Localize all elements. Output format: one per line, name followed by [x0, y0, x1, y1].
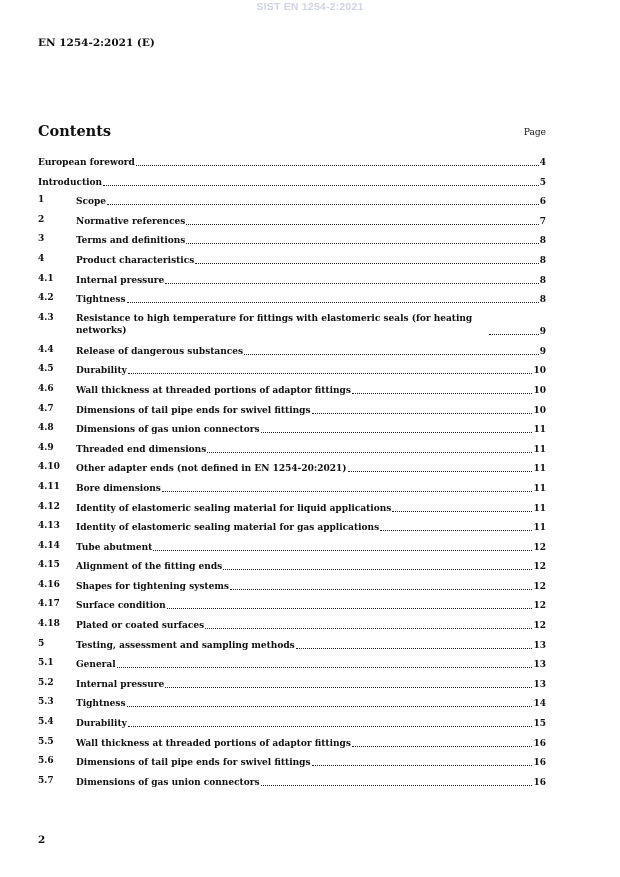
toc-entry[interactable] — [38, 404, 546, 424]
toc-entry-title: Tightness — [76, 699, 126, 710]
toc-entry-number: 5.1 — [38, 658, 54, 669]
toc-entry-number: 4.4 — [38, 344, 54, 355]
toc-entry[interactable] — [38, 580, 546, 600]
toc-entry-page: 8 — [539, 255, 546, 266]
toc-entry[interactable] — [38, 293, 546, 313]
toc-entry-title: Wall thickness at threaded portions of adaptor fittings — [76, 385, 351, 396]
toc-entry-page: 8 — [539, 275, 546, 286]
toc-entry-title: Identity of elastomeric sealing material for liquid applications — [76, 503, 392, 514]
toc-entry-page: 11 — [533, 503, 546, 514]
toc-entry[interactable] — [38, 737, 546, 757]
toc-entry-number: 4.17 — [38, 599, 60, 610]
toc-entry-title: Terms and definitions — [76, 236, 186, 247]
toc-entry-page: 15 — [533, 719, 546, 730]
toc-entry-number: 3 — [38, 234, 45, 245]
dot-leader — [103, 176, 539, 186]
toc-entry[interactable] — [38, 619, 546, 639]
dot-leader — [244, 345, 539, 355]
dot-leader — [205, 619, 532, 629]
toc-entry[interactable] — [38, 658, 546, 678]
dot-leader — [230, 580, 533, 590]
toc-entry-number: 5.4 — [38, 717, 54, 728]
dot-leader — [128, 364, 533, 374]
toc-entry[interactable] — [38, 756, 546, 776]
toc-entry[interactable] — [38, 639, 546, 659]
dot-leader — [136, 156, 539, 166]
toc-entry[interactable] — [38, 462, 546, 482]
toc-entry[interactable] — [38, 423, 546, 443]
toc-entry[interactable] — [38, 364, 546, 384]
toc-entry-number: 5.5 — [38, 736, 54, 747]
toc-entry-page: 12 — [533, 621, 546, 632]
toc-entry-number: 4 — [38, 253, 45, 264]
toc-entry-title: Release of dangerous substances — [76, 346, 244, 357]
toc-entry-title: Dimensions of tail pipe ends for swivel fittings — [76, 405, 311, 416]
toc-entry-title: European foreword — [38, 158, 135, 168]
dot-leader — [186, 234, 538, 244]
toc-entry-title: Identity of elastomeric sealing material for gas applications — [76, 523, 380, 534]
toc-entry-number: 4.9 — [38, 442, 54, 453]
toc-entry-number: 5 — [38, 638, 45, 649]
dot-leader — [352, 737, 533, 747]
toc-entry-number: 4.12 — [38, 501, 60, 512]
toc-entry-title: Internal pressure — [76, 679, 165, 690]
toc-entry-title: Dimensions of tail pipe ends for swivel fittings — [76, 758, 311, 769]
toc-entry[interactable] — [38, 254, 546, 274]
dot-leader — [162, 482, 533, 492]
toc-entry-page: 11 — [533, 464, 546, 475]
toc-entry-page: 13 — [533, 640, 546, 651]
dot-leader — [153, 541, 532, 551]
toc-entry-number: 4.10 — [38, 462, 60, 473]
watermark: SIST EN 1254-2:2021 — [256, 1, 364, 13]
toc-entry-title: Wall thickness at threaded portions of adaptor fittings — [76, 738, 351, 749]
toc-entry-number: 4.3 — [38, 312, 54, 323]
toc-entry-page: 13 — [533, 660, 546, 671]
toc-entry-title: Internal pressure — [76, 275, 165, 286]
toc-entry[interactable] — [38, 482, 546, 502]
toc-entry-number: 4.11 — [38, 481, 60, 492]
dot-leader — [392, 502, 532, 512]
toc-entry-page: 16 — [533, 738, 546, 749]
toc-entry-number: 4.18 — [38, 619, 60, 630]
dot-leader — [128, 717, 533, 727]
toc-entry-page: 11 — [533, 483, 546, 494]
dot-leader — [312, 756, 533, 766]
dot-leader — [117, 658, 533, 668]
dot-leader — [127, 293, 539, 303]
toc-entry-title: Tightness — [76, 295, 126, 306]
toc-entry[interactable] — [38, 502, 546, 522]
toc-entry-number: 1 — [38, 195, 45, 206]
table-of-contents — [38, 156, 546, 795]
page-column-heading: Page — [523, 128, 546, 138]
toc-entry[interactable] — [38, 215, 546, 235]
dot-leader — [107, 195, 539, 205]
toc-entry[interactable] — [38, 195, 546, 215]
toc-entry-number: 5.6 — [38, 756, 54, 767]
toc-entry-page: 8 — [539, 295, 546, 306]
toc-entry-number: 4.16 — [38, 579, 60, 590]
toc-entry[interactable] — [38, 717, 546, 737]
toc-entry-page: 9 — [539, 326, 546, 337]
toc-entry-number: 4.14 — [38, 540, 60, 551]
toc-entry[interactable] — [38, 599, 546, 619]
toc-entry-title: Bore dimensions — [76, 483, 161, 494]
toc-entry-page: 8 — [539, 236, 546, 247]
toc-entry-title: Dimensions of gas union connectors — [76, 777, 260, 788]
dot-leader — [165, 274, 539, 284]
dot-leader — [489, 325, 539, 335]
toc-entry-title: Resistance to high temperature for fittings with elastomeric seals (for heating networks) — [76, 313, 473, 336]
dot-leader — [167, 599, 533, 609]
toc-entry-number: 4.15 — [38, 560, 60, 571]
toc-entry-page: 16 — [533, 777, 546, 788]
dot-leader — [207, 443, 532, 453]
toc-entry-page: 13 — [533, 679, 546, 690]
toc-entry-page: 10 — [533, 366, 546, 377]
toc-entry[interactable] — [38, 274, 546, 294]
toc-entry-title: Dimensions of gas union connectors — [76, 425, 260, 436]
document-id: EN 1254-2:2021 (E) — [38, 37, 155, 49]
toc-entry-number: 4.7 — [38, 403, 54, 414]
dot-leader — [296, 639, 533, 649]
toc-entry-page: 14 — [533, 699, 546, 710]
dot-leader — [348, 462, 533, 472]
toc-entry-title: Durability — [76, 719, 127, 730]
toc-entry-title: Testing, assessment and sampling methods — [76, 640, 295, 651]
toc-entry-title: Normative references — [76, 216, 186, 227]
toc-entry[interactable] — [38, 678, 546, 698]
toc-entry-title: Introduction — [38, 177, 103, 188]
toc-entry[interactable] — [38, 234, 546, 254]
dot-leader — [195, 254, 538, 264]
toc-entry-title: Surface condition — [76, 601, 166, 612]
toc-entry-page: 12 — [533, 601, 546, 612]
dot-leader — [223, 560, 532, 570]
toc-entry-number: 4.1 — [38, 273, 54, 284]
toc-entry[interactable] — [38, 384, 546, 404]
toc-entry-page: 12 — [533, 581, 546, 592]
toc-entry-page: 4 — [539, 158, 546, 168]
toc-entry-page: 12 — [533, 542, 546, 553]
toc-entry-number: 5.7 — [38, 775, 54, 786]
contents-title: Contents — [38, 123, 112, 140]
toc-entry-page: 12 — [533, 562, 546, 573]
toc-entry-number: 4.6 — [38, 383, 54, 394]
toc-entry-page: 16 — [533, 758, 546, 769]
toc-entry[interactable] — [38, 541, 546, 561]
toc-entry-number: 4.8 — [38, 423, 54, 434]
toc-entry-title: Product characteristics — [76, 255, 195, 266]
page-number: 2 — [38, 834, 46, 846]
toc-entry[interactable] — [38, 313, 546, 345]
toc-entry-page: 10 — [533, 405, 546, 416]
toc-entry[interactable] — [38, 345, 546, 365]
toc-entry-title: Alignment of the fitting ends — [76, 562, 223, 573]
toc-entry-number: 4.13 — [38, 521, 60, 532]
toc-entry-title: Other adapter ends (not defined in EN 1254-20:2021) — [76, 464, 347, 475]
toc-entry-title: Threaded end dimensions — [76, 444, 207, 455]
toc-entry-title: Tube abutment — [76, 542, 153, 553]
toc-entry-page: 5 — [539, 177, 546, 188]
toc-entry[interactable] — [38, 521, 546, 541]
toc-entry-title: Shapes for tightening systems — [76, 581, 229, 592]
toc-entry-title: General — [76, 660, 116, 671]
dot-leader — [165, 678, 532, 688]
dot-leader — [261, 423, 533, 433]
dot-leader — [261, 776, 533, 786]
toc-entry-page: 9 — [539, 346, 546, 357]
toc-entry[interactable] — [38, 176, 546, 196]
toc-entry-page: 11 — [533, 523, 546, 534]
toc-entry-title: Durability — [76, 366, 127, 377]
toc-entry-page: 11 — [533, 425, 546, 436]
toc-entry[interactable] — [38, 776, 546, 796]
dot-leader — [127, 697, 533, 707]
toc-entry[interactable] — [38, 560, 546, 580]
toc-entry[interactable] — [38, 443, 546, 463]
toc-entry-number: 4.2 — [38, 293, 54, 304]
toc-entry-number: 4.5 — [38, 364, 54, 375]
toc-entry-page: 6 — [539, 197, 546, 208]
dot-leader — [186, 215, 538, 225]
toc-entry-page: 10 — [533, 385, 546, 396]
toc-entry-page: 7 — [539, 216, 546, 227]
dot-leader — [312, 404, 533, 414]
toc-entry[interactable] — [38, 697, 546, 717]
toc-entry-title: Scope — [76, 197, 107, 208]
dot-leader — [380, 521, 532, 531]
toc-entry-title: Plated or coated surfaces — [76, 621, 205, 632]
dot-leader — [352, 384, 533, 394]
toc-entry-number: 2 — [38, 214, 45, 225]
toc-entry-number: 5.2 — [38, 677, 54, 688]
toc-entry-page: 11 — [533, 444, 546, 455]
toc-entry-number: 5.3 — [38, 697, 54, 708]
toc-entry[interactable] — [38, 156, 546, 176]
